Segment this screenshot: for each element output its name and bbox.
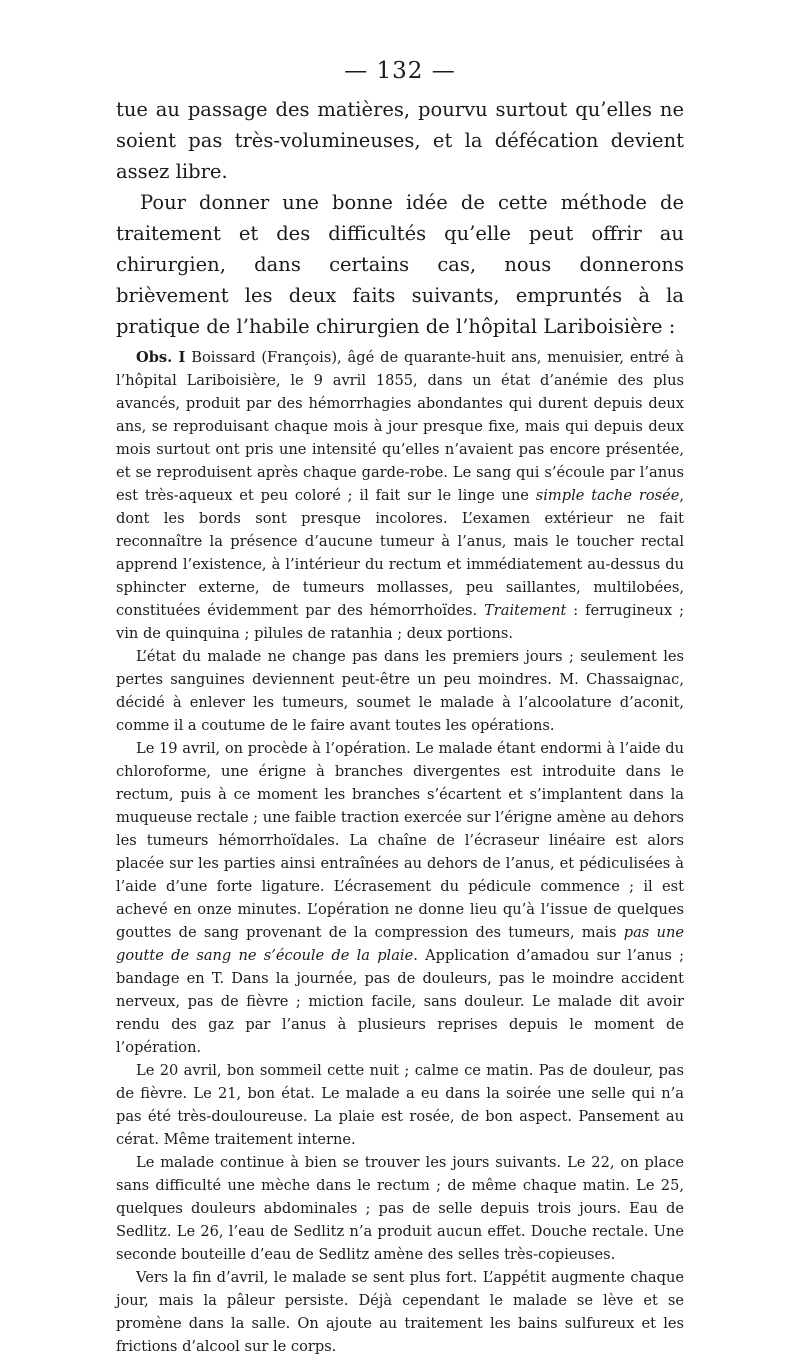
observation-label: Obs. I: [136, 349, 186, 366]
observation-paragraph-3: [116, 737, 684, 1059]
observation-text-1c: : ferrugineux ; vin de quinquina ; pilules de ratanhia ; deux portions.: [116, 602, 684, 642]
page-number: — 132 —: [344, 58, 456, 84]
book-page: [116, 58, 684, 1358]
observation-paragraph-1: [116, 346, 684, 645]
continuation-paragraph: tue au passage des matières, pourvu surtout qu’elles ne soient pas très-volumineuses, et la défécation devient assez libre.: [116, 98, 684, 183]
intro-paragraph: Pour donner une bonne idée de cette méthode de traitement et des difficultés qu’elle peut offrir au chirurgien, dans certains cas, nous donnerons brièvement les deux faits suivants, empruntés à la pratique de l’habile chirurgien de l’hôpital Lariboisière :: [116, 191, 684, 338]
observation-italic-2: Traitement: [484, 602, 567, 619]
observation-paragraph-2: L’état du malade ne change pas dans les premiers jours ; seulement les pertes sanguines deviennent peut-être un peu moindres. M. Chassaignac, décidé à enlever les tumeurs, soumet le malade à l’alcoolature d’aconit, comme il a coutume de le faire avant toutes les opérations.: [116, 648, 684, 734]
observation-text-1b: , dont les bords sont presque incolores. L’examen extérieur ne fait reconnaître la présence d’aucune tumeur à l’anus, mais le toucher rectal apprend l’existence, à l’intérieur du rectum et immédiatement au-dessus du sphincter externe, de tumeurs mollasses, peu saillantes, multilobées, constituées évidemment par des hémorrhoïdes.: [116, 487, 685, 619]
observation-text-3b: . Application d’amadou sur l’anus ; bandage en T. Dans la journée, pas de douleurs, pas le moindre accident nerveux, pas de fièvre ; miction facile, sans douleur. Le malade dit avoir rendu des gaz par l’anus à plusieurs reprises depuis le moment de l’opération.: [116, 947, 684, 1056]
observation-italic-1: simple tache rosée: [535, 487, 680, 504]
observation-italic-3: pas une goutte de sang ne s’écoule de la plaie: [116, 924, 684, 964]
observation-text-1a: Boissard (François), âgé de quarante-huit ans, menuisier, entré à l’hôpital Lariboisière, le 9 avril 1855, dans un état d’anémie des plus avancés, produit par des hémorrhagies abondantes qui durent depuis deux ans, se reproduisant chaque mois à jour presque fixe, mais qui depuis deux mois surtout ont pris une intensité qu’elles n’avaient pas encore présentée, et se reproduisent après chaque garde-robe. Le sang qui s’écoule par l’anus est très-aqueux et peu coloré ; il fait sur le linge une: [116, 349, 684, 504]
observation-paragraph-5: Le malade continue à bien se trouver les jours suivants. Le 22, on place sans difficulté une mèche dans le rectum ; de même chaque matin. Le 25, quelques douleurs abdominales ; pas de selle depuis trois jours. Eau de Sedlitz. Le 26, l’eau de Sedlitz n’a produit aucun effet. Douche rectale. Une seconde bouteille d’eau de Sedlitz amène des selles très-copieuses.: [116, 1154, 684, 1263]
observation-paragraph-6: Vers la fin d’avril, le malade se sent plus fort. L’appétit augmente chaque jour, mais la pâleur persiste. Déjà cependant le malade se lève et se promène dans la salle. On ajoute au traitement les bains sulfureux et les frictions d’alcool sur le corps.: [116, 1269, 684, 1355]
observation-text-3a: Le 19 avril, on procède à l’opération. Le malade étant endormi à l’aide du chloroforme, une érigne à branches divergentes est introduite dans le rectum, puis à ce moment les branches s’écartent et s’implantent dans la muqueuse rectale ; une faible traction exercée sur l’érigne amène au dehors les tumeurs hémorrhoïdales. La chaîne de l’écraseur linéaire est alors placée sur les parties ainsi entraînées au dehors de l’anus, et pédiculisées à l’aide d’une forte ligature. L’écrasement du pédicule commence ; il est achevé en onze minutes. L’opération ne donne lieu qu’à l’issue de quelques gouttes de sang provenant de la compression des tumeurs, mais: [116, 740, 684, 941]
observation-paragraph-4: Le 20 avril, bon sommeil cette nuit ; calme ce matin. Pas de douleur, pas de fièvre. Le 21, bon état. Le malade a eu dans la soirée une selle qui n’a pas été très-douloureuse. La plaie est rosée, de bon aspect. Pansement au cérat. Même traitement interne.: [116, 1062, 684, 1148]
